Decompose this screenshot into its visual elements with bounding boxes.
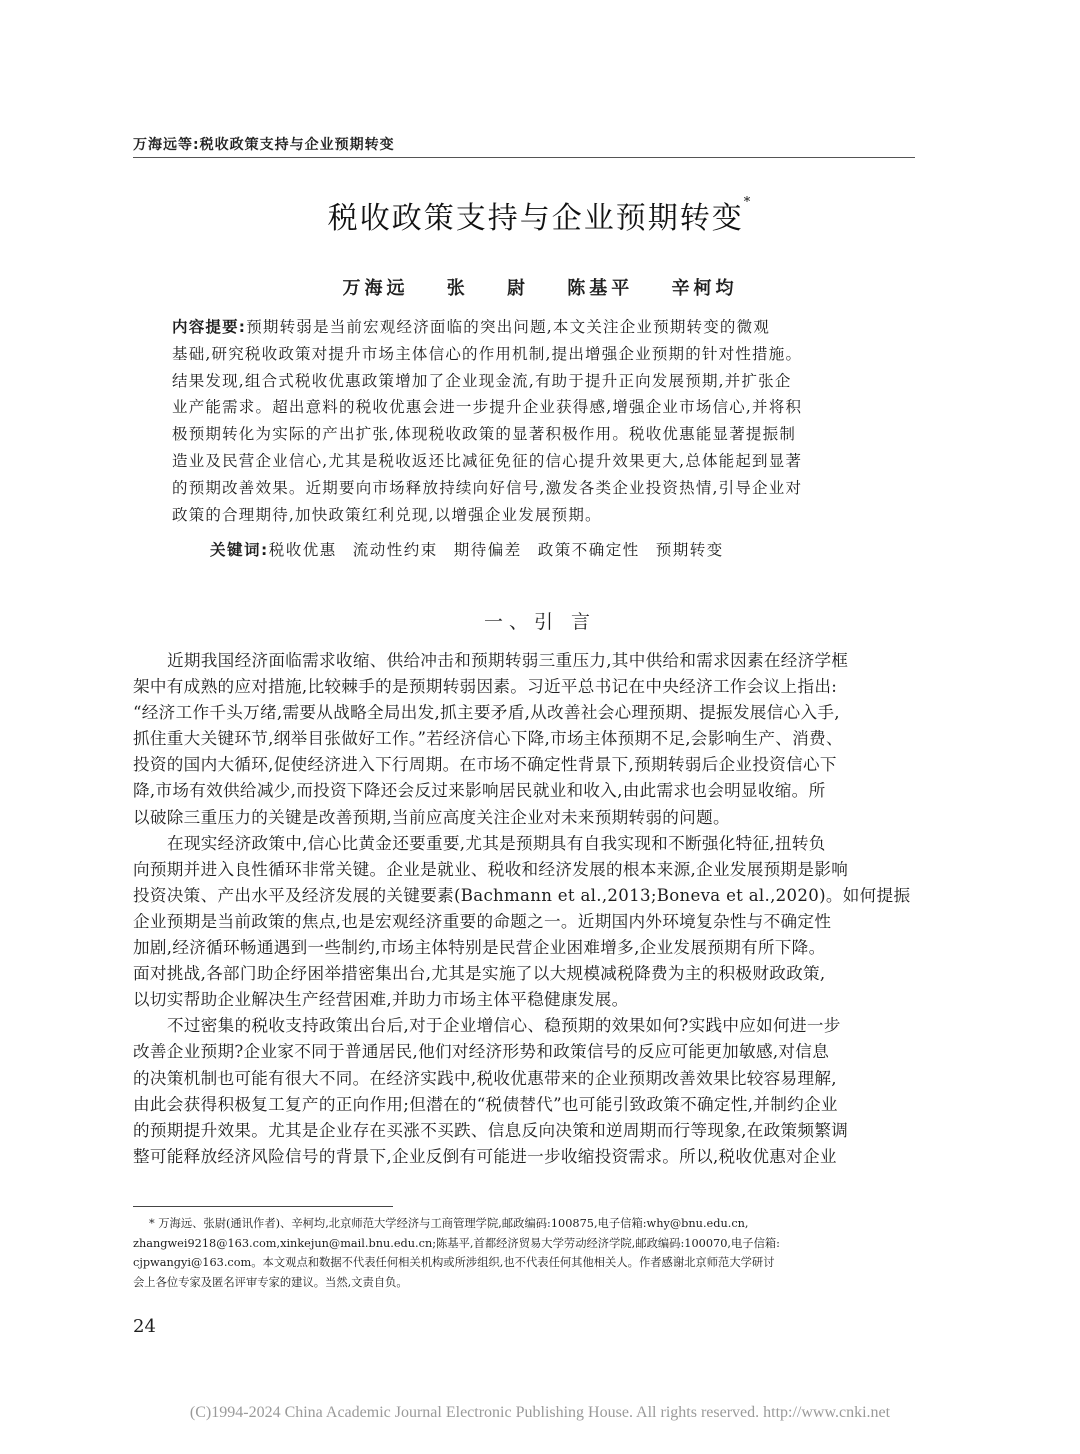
abstract-line: 极预期转化为实际的产出扩张,体现税收政策的显著积极作用。税收优惠能显著提振制 — [172, 425, 797, 444]
keyword: 政策不确定性 — [537, 541, 640, 559]
keywords — [210, 538, 740, 560]
keyword: 流动性约束 — [352, 541, 438, 559]
abstract-line: 基础,研究税收政策对提升市场主体信心的作用机制,提出增强企业预期的针对性措施。 — [172, 344, 803, 363]
author-list: 万海远 张 尉 陈基平 辛柯均 — [342, 278, 738, 299]
running-head: 万海远等:税收政策支持与企业预期转变 — [133, 137, 395, 153]
body-line: 抓住重大关键环节,纲举目张做好工作。”若经济信心下降,市场主体预期不足,会影响生产、消费、 — [133, 729, 843, 749]
body-text — [133, 648, 915, 1170]
body-line: 改善企业预期?企业家不同于普通居民,他们对经济形势和政策信号的反应可能更加敏感,对信息 — [133, 1042, 830, 1062]
body-line: 投资决策、产出水平及经济发展的关键要素(Bachmann et al.,2013;Boneva et al.,2020)。如何提振 — [133, 885, 911, 905]
abstract-line: 造业及民营企业信心,尤其是税收返还比减征免征的信心提升效果更大,总体能起到显著 — [172, 451, 803, 470]
abstract — [172, 314, 880, 528]
title-footnote-mark: * — [743, 195, 753, 210]
keyword: 期待偏差 — [453, 541, 522, 559]
keyword: 税收优惠 — [268, 541, 337, 559]
abstract-label: 内容提要: — [172, 318, 247, 336]
footnote-line: * 万海远、张尉(通讯作者)、辛柯均,北京师范大学经济与工商管理学院,邮政编码:100875,电子信箱:why@bnu.edu.cn, — [149, 1217, 749, 1230]
abstract-line: 结果发现,组合式税收优惠政策增加了企业现金流,有助于提升正向发展预期,并扩张企 — [172, 371, 792, 390]
body-line: 降,市场有效供给减少,而投资下降还会反过来影响居民就业和收入,由此需求也会明显收缩。所 — [133, 781, 826, 801]
body-line: 企业预期是当前政策的焦点,也是宏观经济重要的命题之一。近期国内外环境复杂性与不确定性 — [133, 911, 832, 931]
footnote — [133, 1214, 915, 1293]
body-line: 投资的国内大循环,促使经济进入下行周期。在市场不确定性背景下,预期转弱后企业投资信心下 — [133, 755, 837, 775]
keywords-label: 关键词: — [210, 541, 269, 559]
body-line: 的决策机制也可能有很大不同。在经济实践中,税收优惠带来的企业预期改善效果比较容易理解, — [133, 1068, 837, 1088]
body-line: 向预期并进入良性循环非常关键。企业是就业、税收和经济发展的根本来源,企业发展预期是影响 — [133, 859, 849, 879]
abstract-line: 政策的合理期待,加快政策红利兑现,以增强企业发展预期。 — [172, 505, 602, 524]
section-heading: 一、引 言 — [483, 611, 597, 633]
footnote-rule — [133, 1206, 393, 1207]
body-line: 加剧,经济循环畅通遇到一些制约,市场主体特别是民营企业困难增多,企业发展预期有所下降。 — [133, 938, 826, 958]
body-line: 不过密集的税收支持政策出台后,对于企业增信心、稳预期的效果如何?实践中应如何进一步 — [167, 1016, 841, 1036]
page-number: 24 — [133, 1316, 156, 1337]
footnote-line: zhangwei9218@163.com,xinkejun@mail.bnu.edu.cn;陈基平,首都经济贸易大学劳动经济学院,邮政编码:100070,电子信箱: — [133, 1236, 780, 1250]
footnote-line: 会上各位专家及匿名评审专家的建议。当然,文责自负。 — [133, 1276, 408, 1290]
header-rule — [133, 157, 915, 158]
body-line: 的预期提升效果。尤其是企业存在买涨不买跌、信息反向决策和逆周期而行等现象,在政策频繁调 — [133, 1120, 849, 1140]
keyword: 预期转变 — [655, 541, 724, 559]
footnote-line: cjpwangyi@163.com。本文观点和数据不代表任何相关机构或所涉组织,也不代表任何其他相关人。作者感谢北京师范大学研讨 — [133, 1256, 775, 1270]
abstract-line: 业产能需求。超出意料的税收优惠会进一步提升企业获得感,增强企业市场信心,并将积 — [172, 398, 803, 417]
article-title — [0, 193, 1080, 237]
body-line: 整可能释放经济风险信号的背景下,企业反倒有可能进一步收缩投资需求。所以,税收优惠对企业 — [133, 1146, 837, 1166]
title-text: 税收政策支持与企业预期转变 — [327, 201, 744, 236]
abstract-text: 预期转弱是当前宏观经济面临的突出问题,本文关注企业预期转变的微观 — [246, 318, 771, 336]
body-line: 由此会获得积极复工复产的正向作用;但潜在的“税债替代”也可能引致政策不确定性,并制约企业 — [133, 1094, 838, 1114]
body-line: 面对挑战,各部门助企纾困举措密集出台,尤其是实施了以大规模减税降费为主的积极财政政策, — [133, 964, 826, 984]
copyright-notice: (C)1994-2024 China Academic Journal Electronic Publishing House. All rights reserved. http://www.cnki.net — [189, 1404, 891, 1421]
body-line: 架中有成熟的应对措施,比较棘手的是预期转弱因素。习近平总书记在中央经济工作会议上指出: — [133, 677, 838, 697]
abstract-line: 的预期改善效果。近期要向市场释放持续向好信号,激发各类企业投资热情,引导企业对 — [172, 478, 803, 497]
body-line: 以切实帮助企业解决生产经营困难,并助力市场主体平稳健康发展。 — [133, 990, 629, 1010]
body-line: 近期我国经济面临需求收缩、供给冲击和预期转弱三重压力,其中供给和需求因素在经济学框 — [167, 651, 849, 670]
abstract-line — [172, 314, 880, 341]
body-line: “经济工作千头万绪,需要从战略全局出发,抓主要矛盾,从改善社会心理预期、提振发展信心入手, — [133, 703, 840, 723]
body-line: 在现实经济政策中,信心比黄金还要重要,尤其是预期具有自我实现和不断强化特征,扭转负 — [167, 833, 826, 853]
body-line: 以破除三重压力的关键是改善预期,当前应高度关注企业对未来预期转弱的问题。 — [133, 807, 730, 827]
